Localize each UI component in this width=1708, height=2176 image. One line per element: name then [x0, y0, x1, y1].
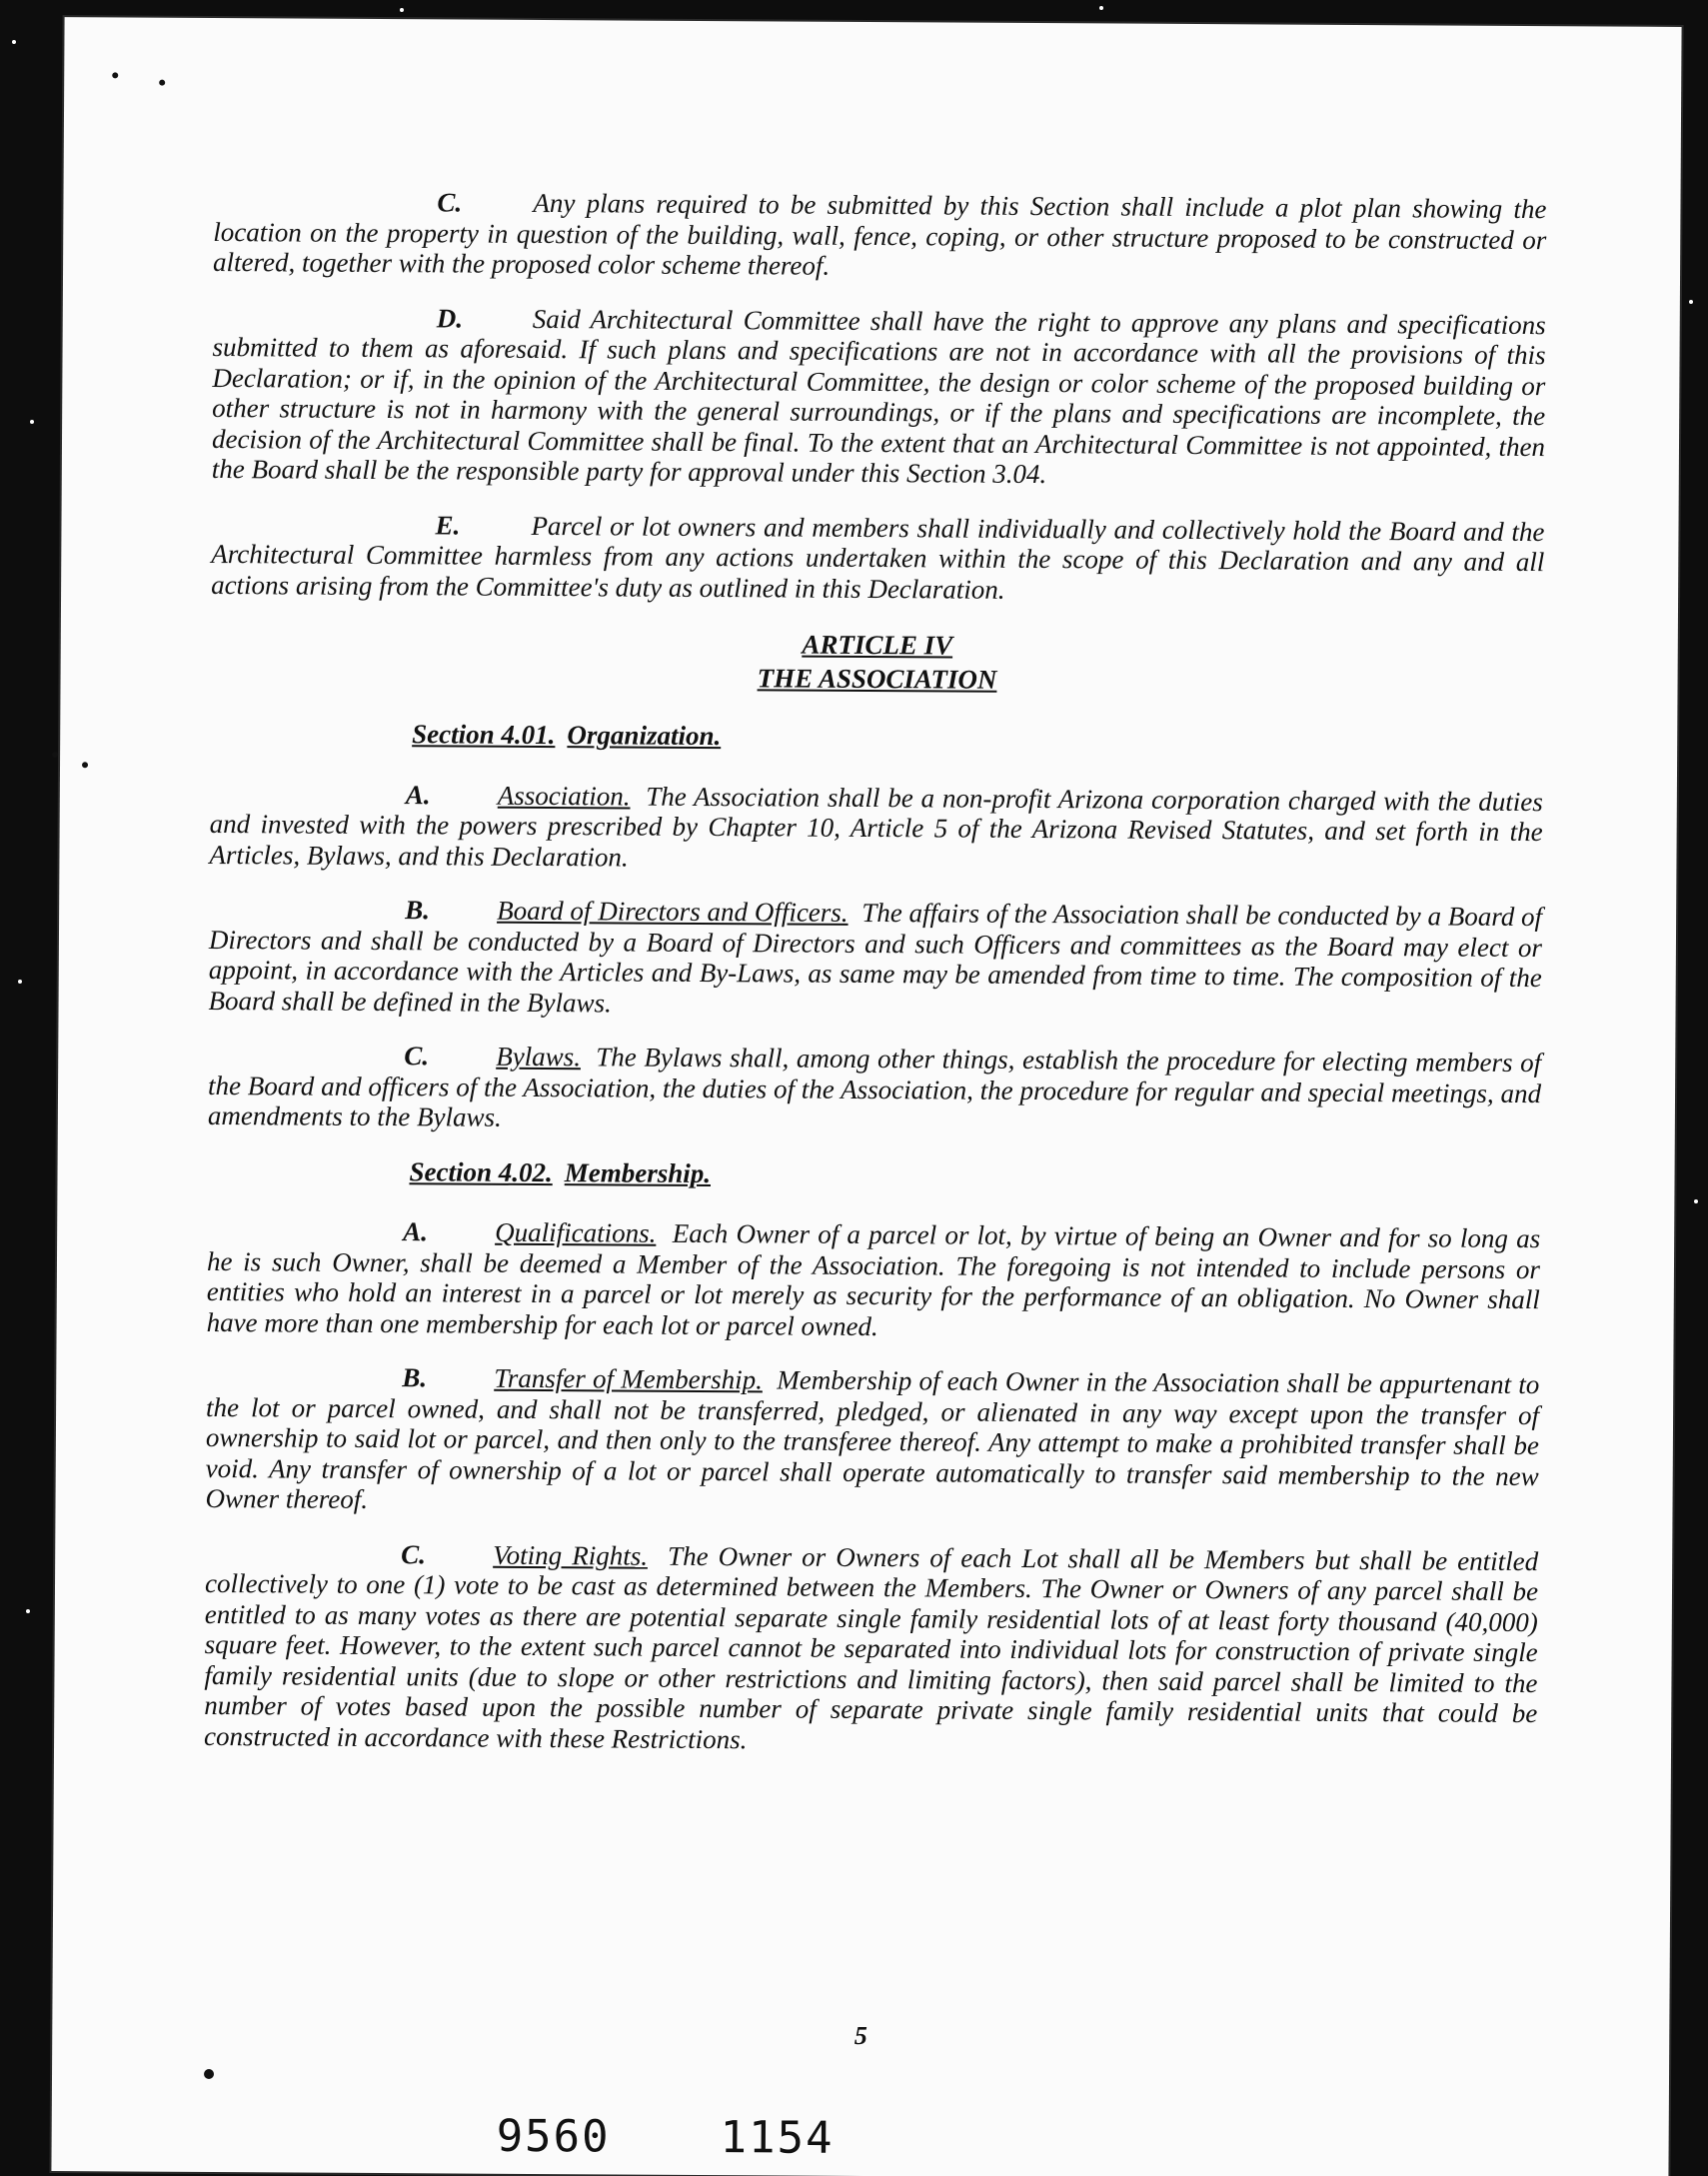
document-body [204, 186, 1547, 1783]
section-number: Section 4.02. [409, 1155, 553, 1187]
article-title: THE ASSOCIATION [757, 663, 997, 695]
paragraph-text: The Bylaws shall, among other things, establish the procedure for electing members of the Board and officers of the Association, the duties of the Association, the procedure for regular and special meetings, and amendments to the Bylaws. [207, 1042, 1542, 1132]
paragraph-3-04-e [211, 508, 1545, 608]
section-number: Section 4.01. [412, 719, 556, 751]
item-letter: B. [402, 1362, 428, 1393]
paragraph-4-01-b [208, 894, 1542, 1024]
scan-noise [400, 8, 404, 12]
scan-dot [52, 752, 58, 758]
article-number: ARTICLE IV [802, 629, 953, 661]
scan-noise [1099, 6, 1103, 10]
paragraph-text: Said Architectural Committee shall have the right to approve any plans and specifications submitted to them as aforesaid. If such plans and specifications are not in accordance with all the provisions of this Declaration; or if, in the opinion of the Architectural Committee, the design or color scheme of the proposed building or other structure is not in harmony with the general surroundings, or if the plans and specifications are incomplete, the decision of the Architectural Committee shall be final. To the extent that an Architectural Committee is not appointed, then the Board shall be the responsible party for approval under this Section 3.04. [211, 303, 1546, 490]
item-letter: B. [405, 895, 431, 926]
section-4-01-title [210, 718, 1543, 757]
scan-dot [112, 72, 118, 78]
item-heading: Voting Rights. [493, 1539, 649, 1571]
section-name: Membership. [564, 1156, 712, 1188]
paragraph-4-01-c [208, 1040, 1542, 1139]
item-letter: D. [436, 302, 464, 334]
scan-noise [30, 420, 34, 424]
item-letter: C. [404, 1041, 430, 1072]
paragraph-text: The Owner or Owners of each Lot shall all be Members but shall be entitled collectively to one (1) vote to be cast as determined between the Members. The Owner or Owners of any parcel shall be entitled to as many votes as there are potential separate single family residential lots of at least forty thousand (40,000) square feet. However, to the extent such parcel cannot be separated into individual lots for construction of private single family residential units (due to slope or other restrictions and limiting factors), then said parcel shall be limited to the number of votes based upon the possible number of separate private single family residential units that could be constructed in accordance with these Restrictions. [204, 1540, 1539, 1754]
recording-stamp [496, 2111, 834, 2164]
paragraph-4-02-c [204, 1537, 1538, 1759]
item-heading: Board of Directors and Officers. [497, 895, 849, 928]
paragraph-text: The Association shall be a non-profit Arizona corporation charged with the duties and invested with the powers prescribed by Chapter 10, Article 5 of the Arizona Revised Statutes, and set forth in the Articles, Bylaws, and this Declaration. [209, 781, 1543, 873]
section-4-02-title [207, 1154, 1540, 1193]
article-heading [210, 624, 1543, 700]
item-heading: Transfer of Membership. [494, 1362, 764, 1395]
scan-dot [204, 2069, 214, 2079]
stamp-right-number: 1154 [720, 2112, 835, 2164]
item-heading: Qualifications. [495, 1216, 657, 1248]
scan-noise [12, 40, 16, 44]
paragraph-text: Parcel or lot owners and members shall individually and collectively hold the Board and the Architectural Committee harmless from any actions undertaken within the scope of this Declaration and any and all actions arising from the Committee's duty as outlined in this Declaration. [211, 510, 1545, 605]
scan-noise [26, 1609, 30, 1613]
paragraph-4-02-b [205, 1361, 1539, 1522]
item-heading: Association. [497, 780, 631, 812]
scan-noise [1689, 300, 1693, 304]
item-letter: C. [437, 187, 463, 218]
stamp-left-number: 9560 [496, 2110, 611, 2163]
paragraph-3-04-d [212, 301, 1546, 492]
item-letter: C. [401, 1538, 427, 1569]
section-name: Organization. [567, 720, 722, 752]
paragraph-text: The affairs of the Association shall be conducted by a Board of Directors and shall be conducted by a Board of Directors and such Officers and committees as the Board may elect or appoint, in accordance with the Articles and By-Laws, as same may be amended from time to time. The composition of the Board shall be defined in the Bylaws. [208, 897, 1543, 1018]
paragraph-text: Membership of each Owner in the Association shall be appurtenant to the lot or parcel owned, and shall not be transferred, pledged, or alienated in any way except upon the transfer of ownership to said lot or parcel, and then only to the transferee thereof. Any attempt to make a prohibited transfer shall be void. Any transfer of ownership of a lot or parcel shall operate automatically to transfer said membership to the new Owner thereof. [205, 1364, 1540, 1514]
item-heading: Bylaws. [496, 1041, 582, 1073]
item-letter: A. [403, 1216, 429, 1247]
scan-noise [1694, 1199, 1698, 1203]
scan-dot [82, 762, 88, 768]
scan-noise [18, 980, 22, 984]
item-letter: E. [435, 509, 461, 541]
paragraph-4-02-a [207, 1215, 1541, 1345]
item-letter: A. [405, 779, 431, 810]
scan-dot [159, 80, 165, 86]
paragraph-3-04-c [213, 186, 1547, 286]
page-number: 5 [854, 2020, 867, 2051]
paragraph-text: Any plans required to be submitted by this Section shall include a plot plan showing the location on the property in question of the building, wall, fence, coping, or other structure proposed to be constructed or altered, together with the proposed color scheme thereof. [213, 187, 1547, 281]
paragraph-text: Each Owner of a parcel or lot, by virtue of being an Owner and for so long as he is such Owner, shall be deemed a Member of the Association. The foregoing is not intended to include persons or entities who hold an interest in a parcel or lot merely as security for the performance of an obligation. No Owner shall have more than one membership for each lot or parcel owned. [206, 1217, 1541, 1341]
paragraph-4-01-a [209, 778, 1543, 878]
document-page [51, 17, 1681, 2176]
